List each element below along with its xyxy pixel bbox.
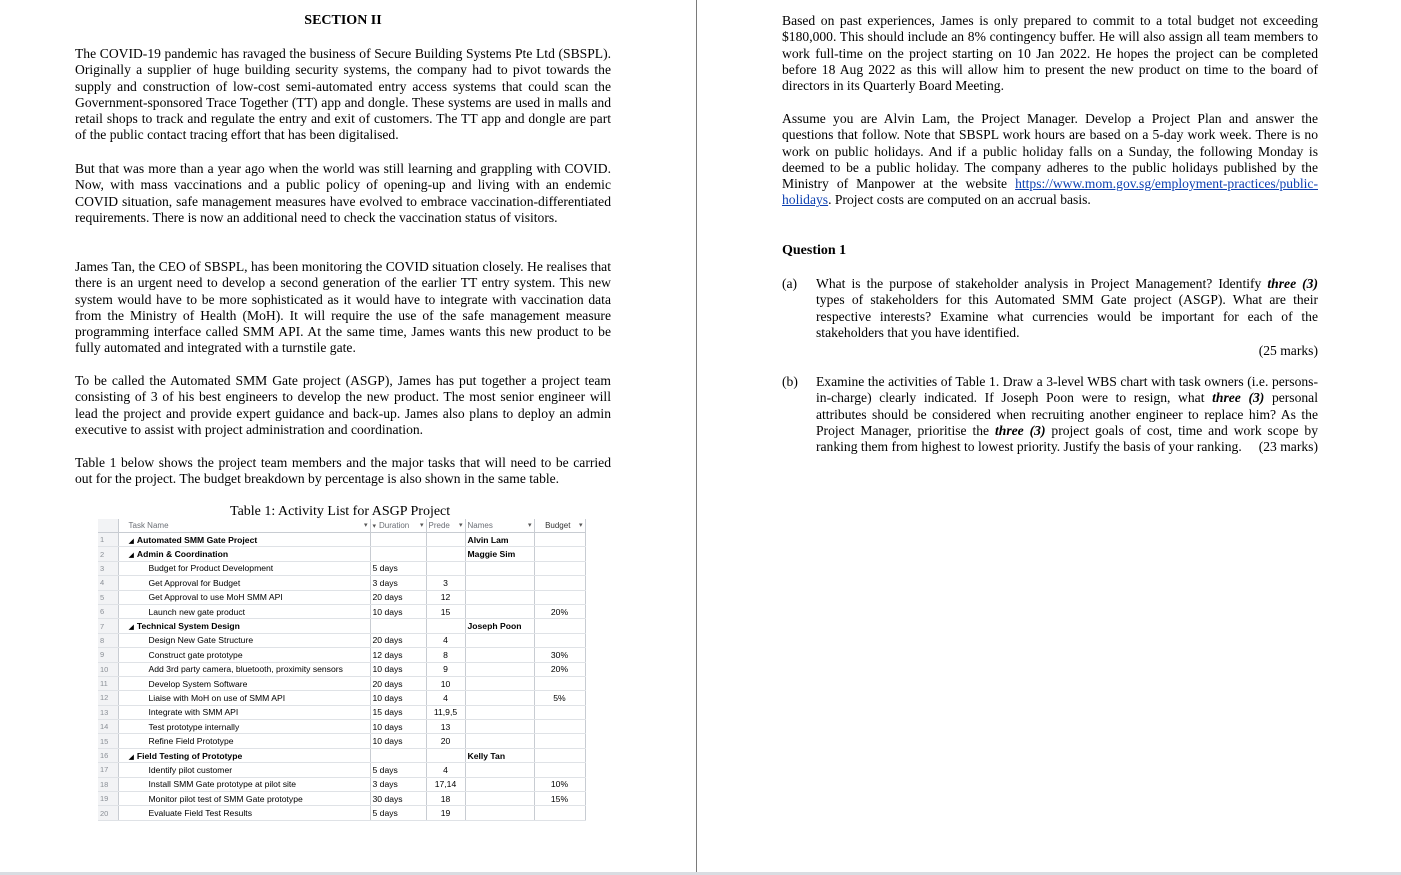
predecessors-cell: 17,14 [426, 777, 465, 791]
duration-cell: 3 days [370, 576, 426, 590]
names-cell: Joseph Poon [465, 619, 534, 633]
table-row [98, 676, 585, 690]
duration-cell: 30 days [370, 792, 426, 806]
budget-cell [534, 806, 585, 820]
question-a-marks: (25 marks) [1258, 343, 1318, 359]
names-cell [465, 691, 534, 705]
left-page [0, 0, 696, 875]
row-number: 12 [98, 691, 118, 705]
row-number: 15 [98, 734, 118, 748]
row-number: 14 [98, 720, 118, 734]
names-cell [465, 720, 534, 734]
names-cell [465, 561, 534, 575]
predecessors-cell: 20 [426, 734, 465, 748]
table-row [98, 748, 585, 762]
header-budget: Budget ▾ [534, 519, 585, 533]
paragraph-intro: The COVID-19 pandemic has ravaged the business of Secure Building Systems Pte Ltd (SBSPL). Originally a supplier of huge building security systems, the company had to pivot towards the supply and construction of low-cost semi-automated entry access systems that could scan the Government-sponsored Trace Together (TT) app and dongle. These systems are used in malls and retail shops to track and regulate the entry and exit of customers. The TT app and dongle are part of the public contact tracing effort that has been digitalised. [75, 46, 611, 143]
duration-cell [370, 619, 426, 633]
paragraph-team: To be called the Automated SMM Gate project (ASGP), James has put together a project team consisting of 3 of his best engineers to develop the new product. The most senior engineer will lead the project and provide expert guidance and back-up. James also plans to deploy an admin executive to assist with project administration and coordination. [75, 373, 611, 437]
names-cell: Kelly Tan [465, 748, 534, 762]
budget-cell [534, 763, 585, 777]
table-row [98, 806, 585, 820]
table-row [98, 633, 585, 647]
dropdown-arrow-icon[interactable]: ▾ [363, 522, 368, 529]
question-b [782, 374, 1318, 456]
names-cell [465, 662, 534, 676]
budget-cell [534, 590, 585, 604]
row-number: 2 [98, 547, 118, 561]
task-name-cell: ◢ Admin & Coordination [118, 547, 370, 561]
dropdown-arrow-icon[interactable]: ▾ [578, 522, 583, 529]
collapse-triangle-icon[interactable]: ◢ [128, 552, 134, 560]
question-b-label: (b) [782, 374, 798, 389]
budget-cell [534, 619, 585, 633]
question-a [782, 276, 1318, 359]
duration-cell [370, 547, 426, 561]
row-number: 7 [98, 619, 118, 633]
duration-cell: 10 days [370, 734, 426, 748]
task-name-cell: Refine Field Prototype [118, 734, 370, 748]
names-cell [465, 792, 534, 806]
table-row [98, 662, 585, 676]
duration-cell: 10 days [370, 691, 426, 705]
table-row [98, 792, 585, 806]
duration-cell: 10 days [370, 662, 426, 676]
names-cell [465, 648, 534, 662]
names-cell [465, 633, 534, 647]
task-name-cell: ◢ Automated SMM Gate Project [118, 533, 370, 547]
budget-cell: 15% [534, 792, 585, 806]
budget-cell [534, 705, 585, 719]
row-number: 10 [98, 662, 118, 676]
table-row [98, 691, 585, 705]
budget-cell: 20% [534, 604, 585, 618]
row-number: 6 [98, 604, 118, 618]
names-cell: Maggie Sim [465, 547, 534, 561]
names-cell [465, 590, 534, 604]
row-number: 20 [98, 806, 118, 820]
predecessors-cell: 4 [426, 691, 465, 705]
paragraph-table-intro: Table 1 below shows the project team members and the major tasks that will need to be carried out for the project. The budget breakdown by percentage is also shown in the same table. [75, 455, 611, 487]
section-title: SECTION II [304, 13, 382, 28]
task-name-cell: Install SMM Gate prototype at pilot site [118, 777, 370, 791]
table-row [98, 734, 585, 748]
names-cell [465, 777, 534, 791]
header-task-name: Task Name ▾ [118, 519, 370, 533]
task-name-cell: Liaise with MoH on use of SMM API [118, 691, 370, 705]
question-b-text: Examine the activities of Table 1. Draw a 3-level WBS chart with task owners (i.e. persons-in-charge) clearly indicated. If Joseph Poon were to resign, what three (3) personal attributes should be considered when recruiting another engineer to replace him? As the Project Manager, prioritise the three (3) project goals of cost, time and work scope by ranking them from highest to lowest priority. Justify the basis of your ranking. [816, 374, 1319, 455]
duration-cell: 20 days [370, 633, 426, 647]
predecessors-cell: 11,9,5 [426, 705, 465, 719]
budget-cell [534, 576, 585, 590]
dropdown-arrow-icon[interactable]: ▾ [419, 522, 424, 529]
duration-cell: 20 days [370, 590, 426, 604]
paragraph-assumptions: Assume you are Alvin Lam, the Project Manager. Develop a Project Plan and answer the questions that follow. Note that SBSPL work hours are based on a 5-day work week. There is no work on public holidays. And if a public holiday falls on a Sunday, the following Monday is deemed to be a public holiday. The company adheres to the public holidays published by the Ministry of Manpower at the website https://www.mom.gov.sg/employment-practices/public-holidays. Project costs are computed on an accrual basis. [782, 111, 1318, 208]
budget-cell [534, 633, 585, 647]
header-names: Names ▾ [465, 519, 534, 533]
paragraph-budget: Based on past experiences, James is only prepared to commit to a total budget not exceeding $180,000. This should include an 8% contingency buffer. He will also assign all team members to work full-time on the project starting on 10 Jan 2022. He hopes the project can be completed before 18 Aug 2022 as this will allow him to present the new product on time to the board of directors in its Quarterly Board Meeting. [782, 13, 1318, 94]
names-cell: Alvin Lam [465, 533, 534, 547]
names-cell [465, 676, 534, 690]
budget-cell: 20% [534, 662, 585, 676]
task-name-cell: Construct gate prototype [118, 648, 370, 662]
budget-cell [534, 533, 585, 547]
collapse-triangle-icon[interactable]: ◢ [128, 537, 134, 545]
table-row [98, 561, 585, 575]
table-caption: Table 1: Activity List for ASGP Project [230, 504, 451, 519]
dropdown-arrow-icon[interactable]: ▾ [458, 522, 463, 529]
budget-cell: 10% [534, 777, 585, 791]
predecessors-cell [426, 561, 465, 575]
question-a-label: (a) [782, 276, 798, 291]
predecessors-cell: 9 [426, 662, 465, 676]
budget-cell [534, 561, 585, 575]
predecessors-cell [426, 619, 465, 633]
dropdown-arrow-icon[interactable]: ▾ [372, 523, 377, 530]
row-number: 3 [98, 561, 118, 575]
row-number: 11 [98, 676, 118, 690]
task-name-cell: Evaluate Field Test Results [118, 806, 370, 820]
row-number: 13 [98, 705, 118, 719]
duration-cell: 3 days [370, 777, 426, 791]
table-row [98, 763, 585, 777]
right-page [698, 0, 1401, 875]
page-divider [696, 0, 697, 875]
duration-cell: 15 days [370, 705, 426, 719]
budget-cell: 30% [534, 648, 585, 662]
duration-cell [370, 533, 426, 547]
names-cell [465, 734, 534, 748]
header-predecessors: Prede ▾ [426, 519, 465, 533]
names-cell [465, 604, 534, 618]
task-name-cell: Get Approval to use MoH SMM API [118, 590, 370, 604]
predecessors-cell: 4 [426, 633, 465, 647]
row-number: 19 [98, 792, 118, 806]
row-number: 1 [98, 533, 118, 547]
predecessors-cell: 19 [426, 806, 465, 820]
table-row [98, 547, 585, 561]
task-name-cell: Launch new gate product [118, 604, 370, 618]
budget-cell: 5% [534, 691, 585, 705]
row-number: 16 [98, 748, 118, 762]
task-name-cell: Test prototype internally [118, 720, 370, 734]
task-name-cell: Add 3rd party camera, bluetooth, proximity sensors [118, 662, 370, 676]
predecessors-cell [426, 547, 465, 561]
table-row [98, 619, 585, 633]
task-name-cell: Develop System Software [118, 676, 370, 690]
paragraph-ceo: James Tan, the CEO of SBSPL, has been monitoring the COVID situation closely. He realises that there is an urgent need to develop a second generation of the earlier TT entry system. This new system would have to be more sophisticated as it would have to integrate with vaccination data from the Ministry of Health (MoH). It will require the use of the safe management measure programming interface called SMM API. At the same time, James wants this new product to be fully automated and integrated with a turnstile gate. [75, 259, 611, 356]
predecessors-cell: 18 [426, 792, 465, 806]
duration-cell: 20 days [370, 676, 426, 690]
table-row [98, 576, 585, 590]
table-row [98, 604, 585, 618]
predecessors-cell: 12 [426, 590, 465, 604]
table-row [98, 777, 585, 791]
predecessors-cell: 8 [426, 648, 465, 662]
duration-cell: 10 days [370, 604, 426, 618]
question-title: Question 1 [782, 243, 847, 258]
mom-holidays-link[interactable]: https://www.mom.gov.sg/employment-practices/public-holidays [782, 176, 1318, 208]
predecessors-cell: 3 [426, 576, 465, 590]
budget-cell [534, 748, 585, 762]
row-number: 8 [98, 633, 118, 647]
task-name-cell: Design New Gate Structure [118, 633, 370, 647]
names-cell [465, 576, 534, 590]
activity-table [98, 519, 585, 823]
table-row [98, 590, 585, 604]
predecessors-cell: 13 [426, 720, 465, 734]
dropdown-arrow-icon[interactable]: ▾ [527, 522, 532, 529]
task-name-cell: Identify pilot customer [118, 763, 370, 777]
row-number-header [98, 519, 118, 533]
row-number: 5 [98, 590, 118, 604]
predecessors-cell [426, 748, 465, 762]
table-row [98, 705, 585, 719]
table-header-row [98, 519, 585, 533]
task-name-cell: Budget for Product Development [118, 561, 370, 575]
predecessors-cell: 15 [426, 604, 465, 618]
budget-cell [534, 734, 585, 748]
table-row [98, 533, 585, 547]
duration-cell: 5 days [370, 763, 426, 777]
header-duration: ▾ Duration ▾ [370, 519, 426, 533]
table-row [98, 648, 585, 662]
task-name-cell: Monitor pilot test of SMM Gate prototype [118, 792, 370, 806]
budget-cell [534, 547, 585, 561]
question-b-marks: (23 marks) [1258, 439, 1318, 455]
names-cell [465, 705, 534, 719]
table-row [98, 720, 585, 734]
row-number: 18 [98, 777, 118, 791]
duration-cell: 5 days [370, 561, 426, 575]
budget-cell [534, 676, 585, 690]
predecessors-cell: 4 [426, 763, 465, 777]
predecessors-cell: 10 [426, 676, 465, 690]
names-cell [465, 806, 534, 820]
task-name-cell: ◢ Field Testing of Prototype [118, 748, 370, 762]
collapse-triangle-icon[interactable]: ◢ [128, 624, 134, 632]
predecessors-cell [426, 533, 465, 547]
duration-cell: 10 days [370, 720, 426, 734]
paragraph-covid-update: But that was more than a year ago when the world was still learning and grappling with COVID. Now, with mass vaccinations and a public policy of opening-up and living with an endemic COVID situation, safe management measures have evolved to embrace vaccination-differentiated requirements. There is now an additional need to check the vaccination status of visitors. [75, 161, 611, 225]
collapse-triangle-icon[interactable]: ◢ [128, 753, 134, 761]
budget-cell [534, 720, 585, 734]
duration-cell [370, 748, 426, 762]
task-name-cell: Get Approval for Budget [118, 576, 370, 590]
row-number: 17 [98, 763, 118, 777]
row-number: 9 [98, 648, 118, 662]
row-number: 4 [98, 576, 118, 590]
duration-cell: 12 days [370, 648, 426, 662]
names-cell [465, 763, 534, 777]
task-name-cell: Integrate with SMM API [118, 705, 370, 719]
task-name-cell: ◢ Technical System Design [118, 619, 370, 633]
duration-cell: 5 days [370, 806, 426, 820]
question-a-text: What is the purpose of stakeholder analysis in Project Management? Identify three (3) types of stakeholders for this Automated SMM Gate project (ASGP). What are their respective interests? Examine what currencies would be important for each of the stakeholders that you have identified. [816, 276, 1318, 340]
